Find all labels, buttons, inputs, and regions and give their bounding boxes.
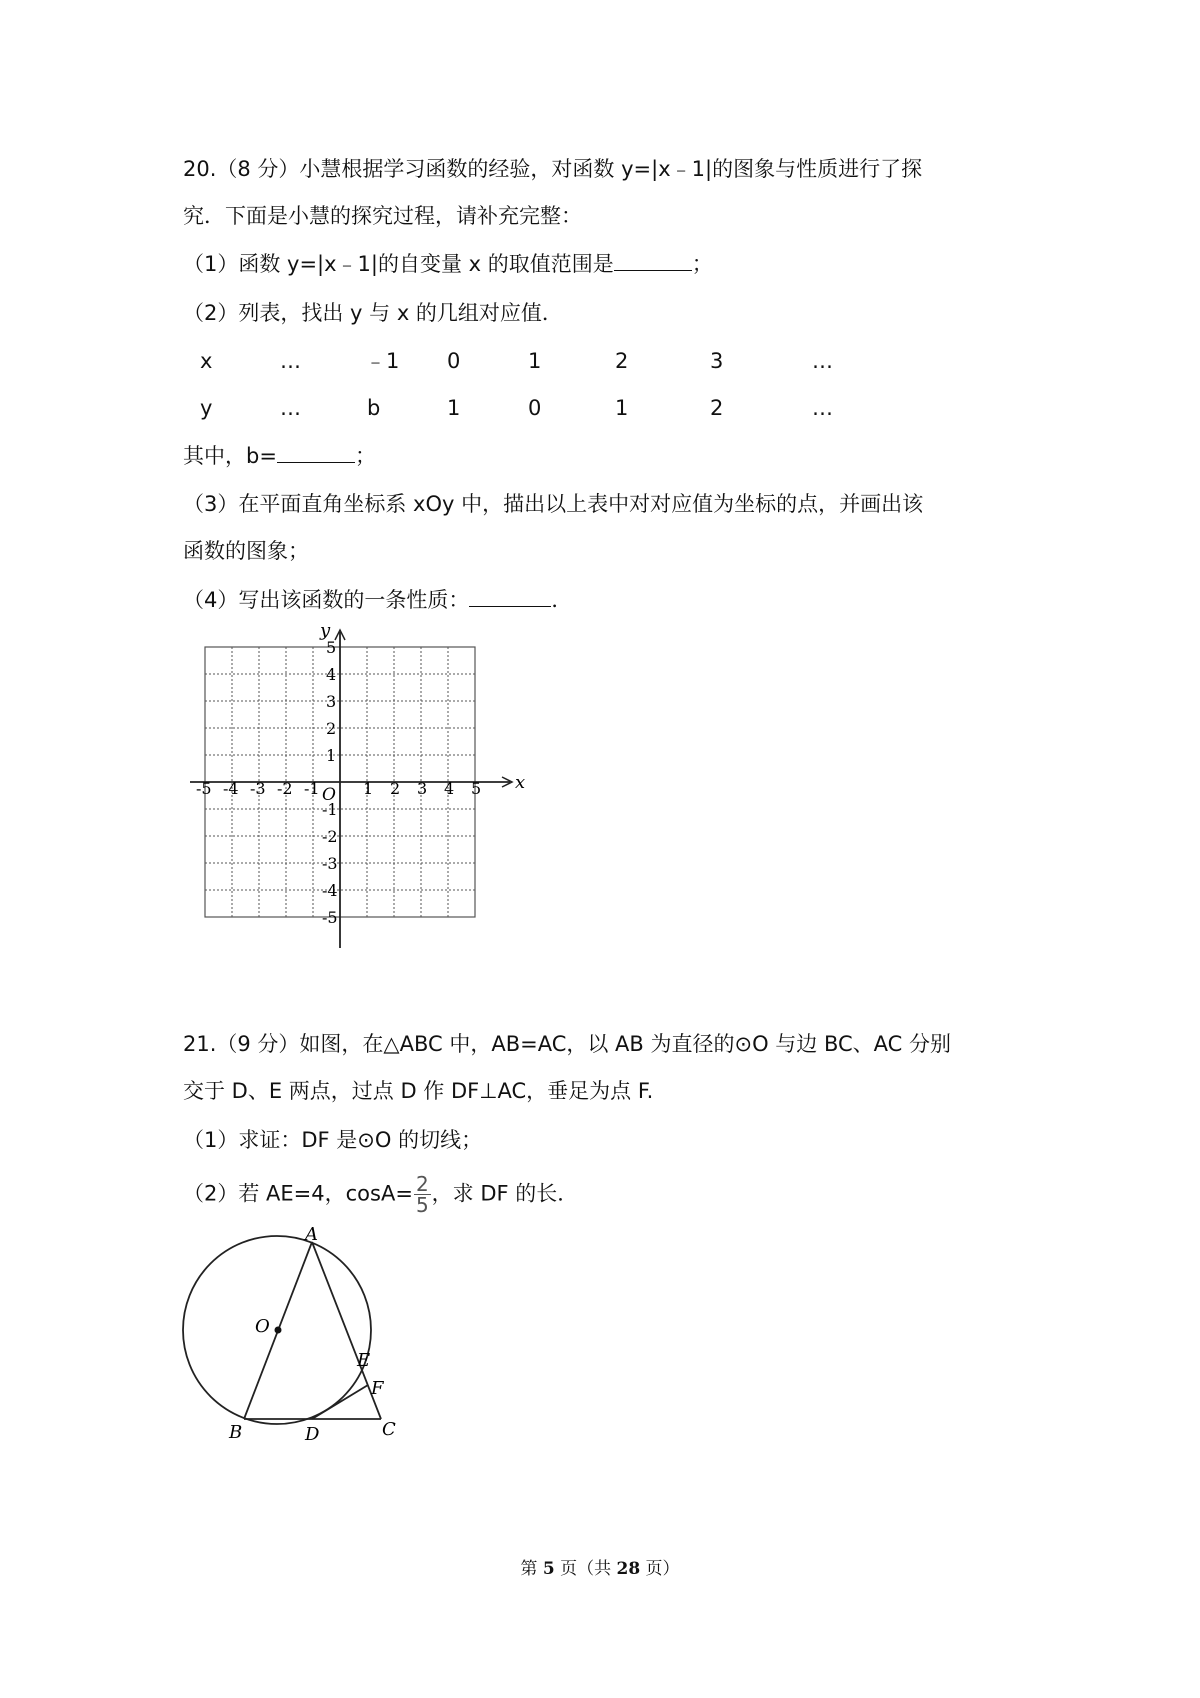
- x-axis-label: x: [515, 772, 526, 793]
- x-tick-label: -3: [250, 779, 266, 798]
- x-tick-label: -5: [196, 779, 212, 798]
- q20-part4-suffix: ．: [551, 588, 573, 612]
- x-tick-label: -1: [304, 779, 320, 798]
- fraction-numerator: 2: [415, 1172, 429, 1196]
- q20-part3-line1: （3）在平面直角坐标系 xOy 中，描出以上表中对对应值为坐标的点，并画出该: [183, 492, 924, 516]
- label-e: E: [357, 1350, 371, 1371]
- y-tick-label: -4: [322, 881, 338, 900]
- y-tick-label: -1: [322, 800, 338, 819]
- answer-blank-b[interactable]: [277, 442, 355, 463]
- footer-mid: 页（共: [554, 1559, 617, 1579]
- y-tick-label: -5: [322, 908, 338, 927]
- fraction-denominator: 5: [415, 1193, 429, 1217]
- q20-part4-text: （4）写出该函数的一条性质：: [183, 588, 470, 612]
- label-d: D: [305, 1424, 320, 1445]
- label-c: C: [382, 1419, 396, 1440]
- footer-post: 页）: [640, 1559, 680, 1579]
- table-x-cell: 0: [447, 349, 461, 373]
- table-y-cell: 0: [528, 396, 542, 420]
- label-o: O: [255, 1316, 270, 1337]
- segment-df: [312, 1385, 368, 1419]
- table-x-cell: 2: [615, 349, 629, 373]
- footer-pre: 第: [520, 1559, 543, 1579]
- x-tick-label: 4: [444, 779, 455, 798]
- answer-blank-1[interactable]: [614, 250, 692, 271]
- table-y-header: y: [200, 396, 213, 420]
- table-x-cell: ﹣1: [365, 349, 400, 373]
- q20-part2: （2）列表，找出 y 与 x 的几组对应值．: [183, 301, 563, 325]
- x-tick-label: -4: [223, 779, 239, 798]
- y-tick-label: -3: [322, 854, 338, 873]
- x-tick-label: 2: [390, 779, 401, 798]
- y-tick-label: 4: [326, 665, 337, 684]
- x-tick-label: 5: [471, 779, 482, 798]
- table-x-cell: …: [280, 349, 301, 373]
- q20-line2: 究．下面是小慧的探究过程，请补充完整：: [183, 204, 582, 228]
- q20-part1-suffix: ；: [691, 252, 713, 276]
- label-f: F: [371, 1378, 384, 1399]
- x-tick-label: -2: [277, 779, 293, 798]
- label-a: A: [305, 1224, 318, 1245]
- table-x-cell: 3: [710, 349, 724, 373]
- point-o-dot: [275, 1327, 282, 1334]
- y-tick-label: 5: [326, 638, 337, 657]
- x-tick-label: 1: [363, 779, 374, 798]
- answer-blank-4[interactable]: [469, 586, 551, 607]
- footer-page-number: 5: [542, 1559, 555, 1579]
- x-tick-label: 3: [417, 779, 428, 798]
- geometry-figure: [175, 1222, 425, 1452]
- table-y-cell: …: [280, 396, 301, 420]
- label-b: B: [229, 1422, 243, 1443]
- table-y-cell: 2: [710, 396, 724, 420]
- table-y-cell: …: [812, 396, 833, 420]
- y-tick-label: 1: [326, 746, 337, 765]
- table-x-cell: …: [812, 349, 833, 373]
- q21-part1: （1）求证：DF 是⊙O 的切线；: [183, 1128, 483, 1152]
- q21-line1: 21.（9 分）如图，在△ABC 中，AB=AC，以 AB 为直径的⊙O 与边 BC、AC 分别: [183, 1032, 951, 1056]
- y-tick-label: 2: [326, 719, 337, 738]
- q21-part2-suffix: ，求 DF 的长．: [431, 1181, 579, 1206]
- y-tick-label: 3: [326, 692, 337, 711]
- coordinate-grid: [180, 620, 526, 960]
- table-y-cell: 1: [615, 396, 629, 420]
- origin-label: O: [322, 785, 336, 805]
- table-y-cell: 1: [447, 396, 461, 420]
- table-y-cell: b: [367, 396, 381, 420]
- q21-part2: [183, 1174, 578, 1215]
- q21-part2-text: （2）若 AE=4，cosA=: [183, 1181, 413, 1206]
- q20-b-line: [183, 442, 376, 470]
- y-tick-label: -2: [322, 827, 338, 846]
- q20-part3-line2: 函数的图象；: [183, 539, 309, 563]
- q21-line2: 交于 D、E 两点，过点 D 作 DF⊥AC，垂足为点 F.: [183, 1079, 654, 1103]
- y-axis-label: y: [320, 620, 331, 641]
- fraction-two-fifths: [414, 1174, 431, 1215]
- page-footer: [0, 1554, 1200, 1579]
- q20-part4: [183, 586, 572, 614]
- table-x-cell: 1: [528, 349, 542, 373]
- q20-part1-text: （1）函数 y=|x﹣1|的自变量 x 的取值范围是: [183, 252, 614, 276]
- table-x-header: x: [200, 349, 213, 373]
- footer-total-pages: 28: [616, 1559, 641, 1579]
- b-suffix: ；: [354, 444, 376, 468]
- q20-part1: [183, 250, 713, 278]
- b-label: 其中，b=: [183, 444, 277, 468]
- q20-line1: 20.（8 分）小慧根据学习函数的经验，对函数 y=|x﹣1|的图象与性质进行了探: [183, 157, 923, 181]
